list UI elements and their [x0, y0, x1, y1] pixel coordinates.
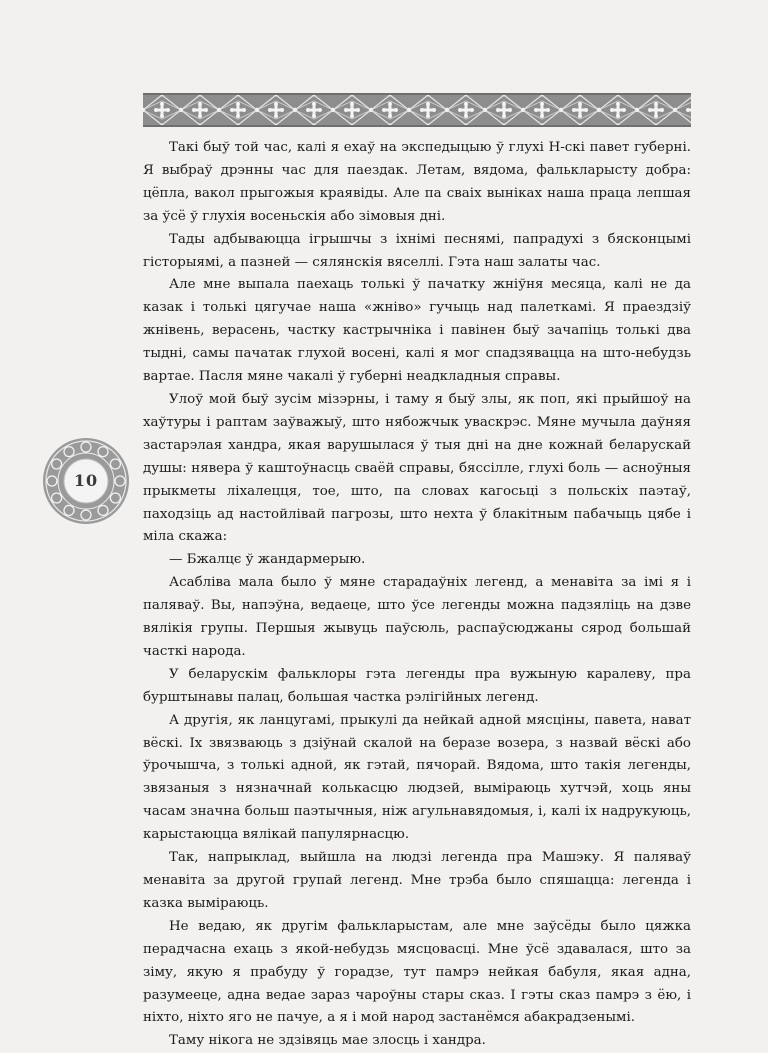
paragraph: Так, напрыклад, выйшла на людзі легенда пра Машэку. Я паляваў менавіта за другой групай легенд. Мне трэба было спяшацца: легенда і казка выміраюць.: [143, 850, 691, 911]
paragraph: Але мне выпала паехаць толькі ў пачатку жніўня месяца, калі не да казак і толькі цягучае наша «жніво» гучыць над палеткамі. Я праездзіў жнівень, верасень, частку кастрычніка і павінен быў зачапіць толькі два тыдні, самы пачатак глухой восені, калі я мог спадзявацца на што-небудзь вартае. Пасля мяне чакалі ў губерні неадкладныя справы.: [143, 277, 691, 385]
page-number-badge: [42, 437, 130, 525]
paragraph: Такі быў той час, калі я ехаў на экспедыцыю ў глухі Н-скі павет губерні. Я выбраў дрэнны час для паездак. Летам, вядома, фалькларысту добра: цёпла, вакол прыгожыя краявіды. Але па сваіх выніках наша праца лепшая за ўсё ў глухія восеньскія або зімовыя дні.: [143, 140, 691, 224]
ornament-pattern-icon: [143, 93, 691, 127]
dialogue-line: — Бжалцє ў жандармерыю.: [169, 552, 366, 568]
page-number: 10: [73, 471, 99, 490]
ornament-band: [143, 93, 691, 127]
paragraph: Тады адбываюцца ігрышчы з іхнімі песнямі, папрадухі з бясконцымі гісторыямі, а пазней — сялянскія вяселлі. Гэта наш залаты час.: [143, 231, 691, 270]
paragraph: А другія, як ланцугамі, прыкулі да нейкай адной мясціны, павета, нават вёскі. Іх звязваюць з дзіўнай скалой на беразе возера, з назвай вёскі або ўрочышча, з толькі адной, як гэтай, пячорай. Вядома, што такія легенды, звязаныя з нязначнай колькасцю людзей, выміраюць хутчэй, хоць яны часам значна больш паэтычныя, ніж агульнавядомыя, і, калі іх надрукуюць, карыстаюцца вялікай папулярнасцю.: [143, 712, 691, 843]
paragraph: Улоў мой быў зусім мізэрны, і таму я быў злы, як поп, які прыйшоў на хаўтуры і раптам заўважыў, што нябожчык уваскрэс. Мяне мучыла даўняя застарэлая хандра, якая варушылася ў тыя дні на дне кожнай беларускай душы: нявера ў каштоўнасць сваёй справы, бяссілле, глухі боль — асноўныя прыкметы ліхалецця, тое, што, па словах кагосьці з польскіх паэтаў, паходзіць ад настойлівай пагрозы, што нехта ў блакітным пабачыць цябе і міла скажа:: [143, 391, 691, 545]
body-text: [143, 137, 691, 1053]
paragraph: Асабліва мала было ў мяне старадаўніх легенд, а менавіта за імі я і паляваў. Вы, напэўна, ведаеце, што ўсе легенды можна падзяліць на дзве вялікія групы. Першыя жывуць паўсюль, распаўсюджаны сярод большай часткі народа.: [143, 575, 691, 659]
paragraph: У беларускім фальклоры гэта легенды пра вужыную каралеву, пра бурштынавы палац, большая частка рэлігійных легенд.: [143, 666, 691, 705]
paragraph: Не ведаю, як другім фалькларыстам, але мне заўсёды было цяжка перадчасна ехаць з якой-небудзь мясцовасці. Мне ўсё здавалася, што за зіму, якую я прабуду ў горадзе, тут памрэ нейкая бабуля, якая адна, разумееце, адна ведае зараз чароўны стары сказ. І гэты сказ памрэ з ёю, і ніхто, ніхто яго не пачуе, а я і мой народ застанёмся абакрадзенымі.: [143, 918, 691, 1026]
paragraph: Таму нікога не здзівяць мае злосць і хандра.: [169, 1033, 486, 1049]
